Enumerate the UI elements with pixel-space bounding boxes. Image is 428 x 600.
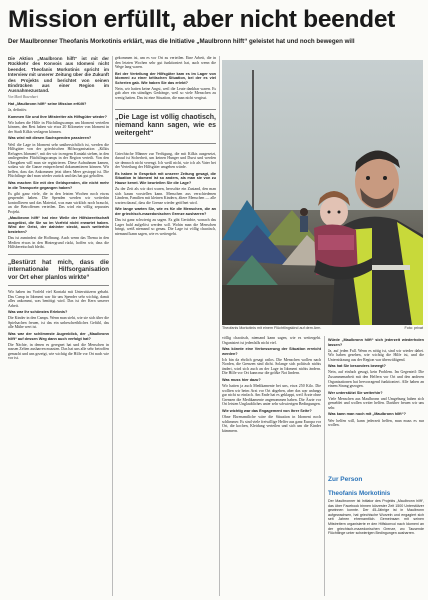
article-intro: Die Aktion „Maulbronn hilft“ ist mit der Rückkehr des Konvois aus Idomeni nicht beendet. Theofanis Morkotinis spricht im Interview mit unserer Zeitung über die Zukunft des Projekts und berichtet von seinen Eindrücken aus einer Region im Ausnahmezustand. xyxy=(8,56,109,94)
info-box-text: Der Maulbronner ist Initiator des Projekts „Maulbronn hilft“, das über Facebook binnen kürzester Zeit 1500 Unterstützer gewinnen konnte. Der 45-Jährige ist in Maulbronn aufgewachsen, hat griechische Wurzeln und engagiert sich seit Jahren ehrenamtlich. Gemeinsam mit seinen Mitstreitern organisierte er den Hilfskonvoi nach Idomeni an der griechisch-mazedonischen Grenze, wo Tausende Flüchtlinge unter schwierigen Bedingungen ausharren. xyxy=(328,499,424,536)
person-info-box xyxy=(328,488,424,596)
interview-question: Würde „Maulbronn hilft“ sich jederzeit wiederholen lassen? xyxy=(328,338,424,347)
interview-question: Kommen Sie und Ihre Mitstreiter als Hilfsgüter wieder? xyxy=(8,114,107,119)
column-divider xyxy=(112,56,113,596)
interview-question: Was kann man noch mit „Maulbronn hilft“? xyxy=(328,412,406,417)
interview-answer: gekommen ist, um es vor Ort zu verteilen. Eine Arbeit, die in den letzten Wochen sehr gut funktioniert hat, auch wenn die Wege lang waren. xyxy=(115,56,216,70)
interview-question: Es haben in Gespräch mit unserer Zeitung gesagt, die Situation in Idomeni ist so anders, als man sie von zu Hause kennt. Wie beurteilen Sie die Lage? xyxy=(115,171,216,186)
headline: Mission erfüllt, aber nicht beendet xyxy=(8,6,396,33)
interview-answer: Viele Menschen aus Maulbronn und Umgebung haben sich gemeldet und wollen weiter helfen. Darüber freuen wir uns sehr. xyxy=(328,396,424,410)
article-column-2 xyxy=(115,56,216,596)
interview-question: „Maulbronn hilft“ hat eine Welle der Hilfsbereitschaft ausgelöst, die Sie so im Vorfeld nicht erwartet haben. Wird der Geist, der dahinter steckt, auch weiterhin bestehen? xyxy=(8,216,109,235)
author-line: Von Mark Busenhart xyxy=(8,95,38,100)
interview-question: Was hat Sie besonders bewegt? xyxy=(328,364,386,369)
article-column-3 xyxy=(222,336,321,596)
interview-answer: Zu der Zeit als wir dort waren, herrschte ein Zustand, den man sich kaum vorstellen kann. Menschen aus verschiedenen Ländern, Familien mit kleinen Kindern, ältere Menschen — alle warten darauf, dass die Grenze wieder geöffnet wird. xyxy=(115,187,216,205)
interview-question: Was war der schlimmste Augenblick, der „Maulbronn hilft“ auf dessen Weg dann auch verfolgt hat? xyxy=(8,332,109,341)
photo-illustration xyxy=(222,60,423,325)
interview-answer: Ja, auf jeden Fall. Wenn es nötig ist, sind wir wieder dabei. Wir haben gesehen, wie wichtig die Hilfe ist, und die Unterstützung aus der Region war überwältigend. xyxy=(328,348,424,362)
interview-question: Wie wichtig war das Engagement von Ihrer Seite? xyxy=(222,408,312,413)
interview-question: Wie lange warten Sie, wie es für die Menschen, die an der griechisch-mazedonischen Grenze ausharren? xyxy=(115,207,216,216)
interview-answer: Das ist zumindest die Hoffnung. Auch wenn das Thema in den Medien etwas in den Hintergrund rückt, hoffen wir, dass die Hilfsbereitschaft bleibt. xyxy=(8,236,109,250)
interview-answer: Die Nächte, in denen es geregnet hat und die Menschen in nassen Zelten ausharren mussten. Das hat uns alle sehr betroffen gemacht und uns gezeigt, wie wichtig die Hilfe vor Ort nach wie vor ist. xyxy=(8,342,109,361)
pull-quote-2: „Die Lage ist völlig chaotisch, niemand kann sagen, wie es weitergeht“ xyxy=(115,109,216,144)
interview-answer: völlig chaotisch, niemand kann sagen, wie es weitergeht. Organisiert ist jedenfalls nicht viel. xyxy=(222,336,321,345)
interview-question: Wer unterstützt Sie weiterhin? xyxy=(328,390,383,395)
interview-answer: Wir haben die Hilfe in Flüchtlingscamps am Idomeni verteilen können, den Rest haben wir etwa 20 Kilometer von Idomeni in der Stadt Kilkis verlagern können. xyxy=(8,120,109,134)
interview-question: Was machen Sie mit den Geldspenden, die nicht mehr in die Transporte gegangen haben? xyxy=(8,180,109,190)
interview-answer: Griechische Männer zur Verfügung, die mit Kilkis ausgesetzt, darauf ist Sicherheit, um keinen Hunger und Durst und werden sie dennoch nicht verengt. Ich weiß nicht, wie ich als Vater bei der Verteilung der Hilfsgüter umgehen würde. xyxy=(115,151,216,170)
zur-person-link[interactable]: Zur Person xyxy=(328,476,363,483)
interview-question: Was wird mit diesen Sachspenden passieren? xyxy=(8,136,92,141)
interview-answer: Weil die Lage in Idomeni sehr unübersichtlich ist, werden die Hilfsgüter von der griechischen Hilfsorganisation „Kilkis Refugees Idomeni“, mit der wir in engem Kontakt stehen, in den umliegenden Flüchtlingscamps in der Region verteilt. Von den Übergaben will man sie registrieren. Diese Aufnahmen kamen, sodass wir die Ganze entsprechend dokumentieren können. Wir helfen, dass das Ankommen jetzt übers Meer gestoppt ist. Die Flüchtlinge darf man wieder zurück und das hat gut geholfen. xyxy=(8,142,109,179)
article-photo xyxy=(222,60,423,325)
interview-answer: Ja, definitiv. xyxy=(8,108,28,113)
interview-answer: Wir hatten ja auch Medikamente bei uns, etwa 250 Kilo. Die wollten wir beim Arzt vor Ort abgeben, aber das war anfangs gar nicht so einfach. Am Ende hat es geklappt, weil Ärzte ohne Grenzen die Medikamente angenommen haben. Die Ärzte vor Ort leisten Unglaubliches unter sehr schwierigen Bedingungen. xyxy=(222,384,321,407)
interview-answer: Das ist ganz schwierig zu sagen. Es gibt Gerüchte, wonach das Lager bald aufgelöst werden soll. Wohin man die Menschen bringt, weiß niemand so genau. Die Lage ist völlig chaotisch, niemand kann sagen, wie es weitergeht. xyxy=(115,218,216,236)
interview-answer: Es gibt ganz viele, die in den letzten Wochen noch etwas gespendet haben. Die Spenden werden wir weiterhin kontrollieren und das Material, was man wirklich noch braucht, an die Betroffenen verteilen. Das wird ein völlig separates Projekt. xyxy=(8,191,109,214)
subhead: Der Maulbronner Theofanis Morkotinis erklärt, was die Initiative „Maulbronn hilft“ geleistet hat und noch bewegen will xyxy=(8,38,355,45)
info-box-title: Theofanis Morkotinis xyxy=(328,490,391,497)
interview-answer: Ohne Ehrenamtliche wäre die Situation in Idomeni noch schlimmer. Es sind viele freiwillige Helfer aus ganz Europa vor Ort, die kochen, Kleidung verteilen und sich um die Kinder kümmern. xyxy=(222,414,321,433)
interview-question: Bei der Verteilung der Hilfsgüter kam es im Lager von Idomeni zu einer kritischen Situation, bei der es viel Schreien gab. Wie haben Sie das erlebt? xyxy=(115,71,216,85)
interview-answer: Wir haben im Vorfeld viel Kontakt mit Unterstützern gehabt. Das Camp in Idomeni war für uns Spender sehr wichtig, damit alles ankommt, was benötigt wird. Das ist der Kern unserer Arbeit. xyxy=(8,290,109,308)
interview-question: Hat „Maulbronn hilft“ seine Mission erfüllt? xyxy=(8,101,87,106)
column-divider xyxy=(219,56,220,596)
interview-answer: Ich bin da ehrlich gesagt ratlos. Die Menschen wollen nach Norden, die Grenzen sind dicht. Solange sich politisch nichts ändert, wird sich auch an der Lage in Idomeni nichts ändern. Die Hilfe vor Ort kann nur die größte Not lindern. xyxy=(222,357,321,376)
pull-quote-1: „Bestürzt hat mich, dass die internationale Hilfsorganisation vor Ort eher planlos wirkte“ xyxy=(8,254,109,286)
photo-caption: Theofanis Morkotinis mit einem Flüchtlingskind auf dem Arm. xyxy=(222,326,322,330)
interview-question: Was muss hier dazu? xyxy=(222,377,261,382)
photo-credit: Foto: privat xyxy=(404,326,423,330)
article-column-4 xyxy=(328,336,424,476)
interview-answer: Wer helfen will, kann jederzeit helfen, man muss es nur wollen. xyxy=(328,418,424,428)
article-column-1 xyxy=(8,56,109,596)
interview-answer: Die Kinder in den Camps. Wenn man sieht, wie sie sich über die Spielsachen freuen, ist das ein unbeschreibliches Gefühl, das alle Mühe wert ist. xyxy=(8,316,109,330)
interview-question: Was könnte eine Verbesserung der Situation erreicht werden? xyxy=(222,347,321,356)
photo-caption-row xyxy=(222,326,423,331)
interview-question: Was war Ihr schönstes Erlebnis? xyxy=(8,310,68,315)
interview-answer: Nein, auf einfach gesagt, kein Problem. Im Gegenteil: Die Zusammenarbeit mit den Helfern vor Ort und den anderen Organisationen hat hervorragend funktioniert. Alle haben an einem Strang gezogen. xyxy=(328,370,424,389)
column-divider xyxy=(324,336,325,596)
interview-answer: Nein, wir hatten keine Angst, weil die Leute dankbar waren. Es gab aber ein ständiges Gedränge, weil so viele Menschen zu wenig hatten. Das ist eine Situation, die man nicht vergisst. xyxy=(115,86,216,100)
